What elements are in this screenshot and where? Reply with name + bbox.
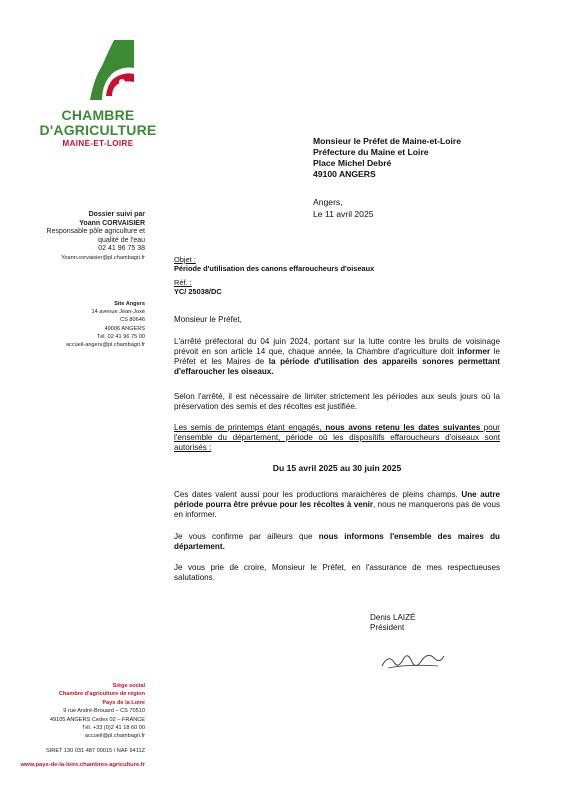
seat-addr-2: 49105 ANGERS Cedex 02 – FRANCE (49, 716, 145, 723)
seat-title: Siège social (112, 683, 145, 689)
logo-line-3: MAINE-ET-LOIRE (62, 139, 134, 148)
chamber-logo-text (38, 108, 158, 150)
website-link[interactable]: www.pays-de-la-loire.chambres-agriculture.fr (20, 762, 145, 769)
paragraph-6: Je vous prie de croire, Monsieur le Préfet, en l'assurance de mes respectueuses salutations. (174, 563, 500, 582)
site-email[interactable]: accueil-angers@pl.chambagri.fr (65, 342, 145, 349)
followup-role-1: Responsable pôle agriculture et (46, 228, 145, 236)
recipient-line-1: Monsieur le Préfet de Maine-et-Loire (313, 136, 462, 146)
seat-org-2: Pays de la Loire (102, 699, 145, 706)
signatory-name: Denis LAIZÉ (370, 613, 416, 622)
reference-label: Réf. : (174, 278, 192, 287)
place-date (313, 196, 374, 220)
p1-text-a: L'arrêté préfectoral du 04 juin 2024, portant sur la lutte contre les bruits de voisinage prévoit en son article 14 que, chaque année, la Chambre d'agriculture doit (174, 337, 500, 356)
authorized-dates: Du 15 avril 2025 au 30 juin 2025 (272, 463, 402, 473)
p1-text-b: informer (457, 347, 491, 356)
paragraph-5 (174, 532, 500, 552)
seat-siret: SIRET 130 031 487 00015 / NAF 9411Z (46, 747, 145, 754)
recipient-line-3: Place Michel Debré (313, 158, 392, 168)
p1-text-d: la période d'utilisation des appareils sonores permettant d'effaroucher les oiseaux. (174, 357, 500, 376)
site-title: Site Angers (114, 301, 145, 307)
followup-title: Dossier suivi par (88, 211, 145, 218)
followup-name: Yoann CORVAISIER (79, 219, 145, 227)
followup-phone: 02 41 96 75 38 (98, 245, 145, 253)
p4-text-a: Ces dates valent aussi pour les productions maraichères de pleins champs. (174, 490, 458, 499)
recipient-address (313, 136, 461, 180)
reference-block (174, 278, 500, 296)
signatory (370, 613, 415, 633)
p4-text-b: Une autre période pourra être prévue pour les récoltes à venir (174, 490, 500, 509)
p1-text-c: le Préfet et les Maires de (174, 347, 500, 366)
head-office (21, 682, 145, 770)
signatory-title: Président (370, 623, 405, 632)
followup-role-2: qualité de l'eau (98, 236, 145, 244)
subject-label: Objet : (174, 255, 196, 264)
handwritten-signature-icon (378, 648, 448, 674)
salutation: Monsieur le Préfet, (174, 315, 242, 324)
subject-text: Période d'utilisation des canons effaroucheurs d'oiseaux (174, 264, 375, 273)
seat-addr-1: 9 rue André-Brouard – CS 70510 (63, 708, 145, 715)
p5-text-a: Je vous confirme par ailleurs que (174, 532, 319, 541)
paragraph-4 (174, 490, 500, 520)
recipient-line-4: 49100 ANGERS (313, 169, 376, 179)
followup-email[interactable]: Yoann.corvaisier@pl.chambagri.fr (61, 254, 145, 261)
seat-tel: Tél. +33 (0)2 41 18 60 00 (82, 725, 145, 732)
site-tel: Tél. 02 41 96 75 00 (96, 333, 145, 340)
p3-text-c: pour l'ensemble du département, période où les dispositifs effaroucheurs d'oiseaux sont autorisés : (174, 423, 500, 452)
paragraph-1 (174, 337, 500, 377)
paragraph-2: Selon l'arrêté, il est nécessaire de limiter strictement les périodes aux seuls jours où la préservation des semis et des récoltes est justifiée. (174, 392, 500, 411)
seat-org-1: Chambre d'agriculture de région (58, 691, 145, 698)
logo-line-1: CHAMBRE (61, 107, 135, 123)
chamber-logo-icon (84, 38, 136, 102)
p3-text-b: nous avons retenu les dates suivantes (325, 423, 481, 432)
logo-line-2: D'AGRICULTURE (39, 122, 157, 138)
seat-email[interactable]: accueil@pl.chambagri.fr (84, 733, 145, 740)
p3-text-a: Les semis de printemps étant engagés, (174, 423, 326, 432)
site-addr-1: 14 avenue Jean-Joxé (91, 309, 145, 316)
recipient-line-2: Préfecture du Maine et Loire (313, 147, 429, 157)
reference-text: YC/ 25038/DC (174, 287, 222, 296)
letter-date: Le 11 avril 2025 (313, 209, 374, 219)
subject-block (174, 255, 500, 273)
p5-text-b: nous informons l'ensemble des maires du département. (174, 532, 501, 551)
site-address (66, 300, 145, 349)
followup-contact (47, 211, 145, 263)
paragraph-3 (174, 423, 500, 453)
p4-text-c: , nous ne manquerons pas de vous en informer. (174, 500, 500, 519)
site-addr-3: 49006 ANGERS (104, 325, 145, 332)
site-addr-2: CS 80646 (120, 317, 145, 324)
place: Angers, (313, 197, 343, 207)
